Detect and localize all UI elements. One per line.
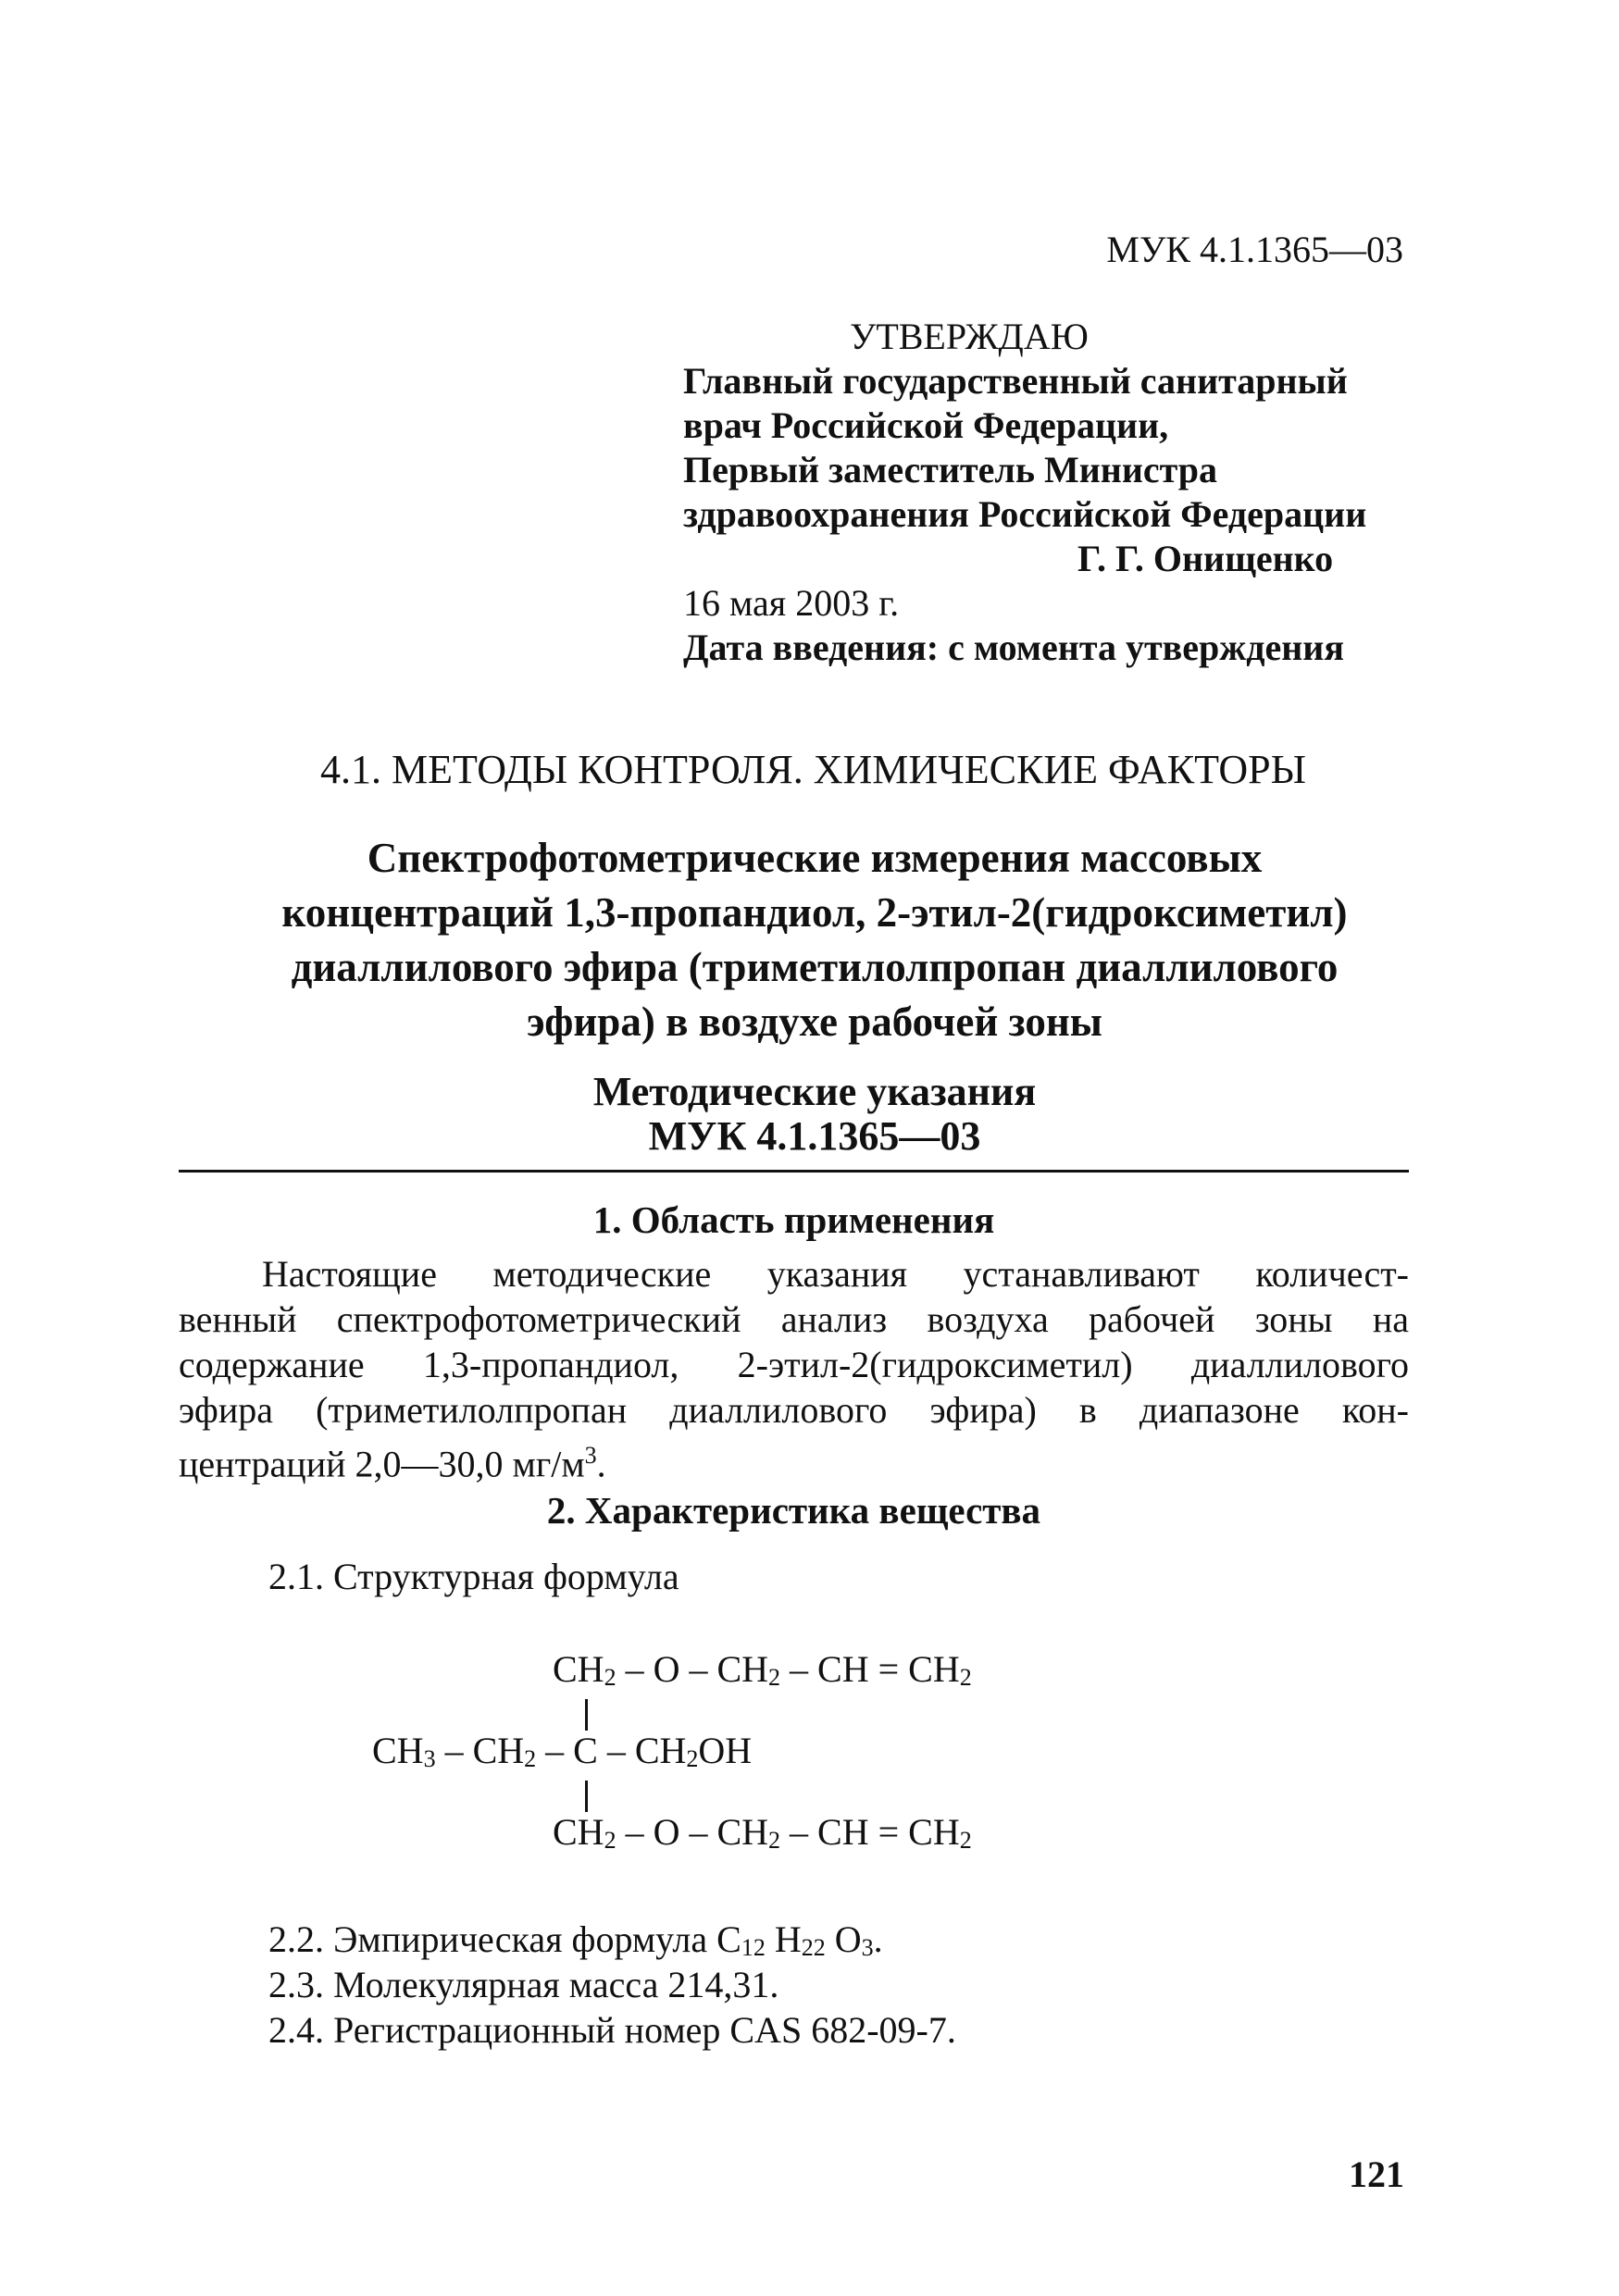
section-1-paragraph [179, 1251, 1409, 1486]
approval-signatory: Г. Г. Онищенко [1077, 538, 1334, 579]
paragraph-line: центраций 2,0—30,0 $мг/м^3$. [179, 1442, 606, 1485]
paragraph-line: эфира (триметилолпропан диаллилового эфира) в диапазоне кон- [179, 1389, 1409, 1431]
paragraph-line: содержание 1,3-пропандиол, 2-этил-2(гидроксиметил) диаллилового [179, 1344, 1409, 1385]
paragraph-line: Настоящие методические указания устанавливают количест- [262, 1253, 1409, 1295]
page-number: 121 [1349, 2153, 1404, 2195]
document-subtitle [167, 1070, 1463, 1159]
title-line: Спектрофотометрические измерения массовых [367, 835, 1263, 881]
approval-line: врач Российской Федерации, [683, 404, 1169, 446]
section-2-heading: 2. Характеристика вещества [546, 1489, 1041, 1532]
document-code: МУК 4.1.1365—03 [1106, 229, 1403, 270]
approval-line: Первый заместитель Министра [683, 449, 1218, 490]
approval-date: 16 мая 2003 г. [683, 582, 900, 624]
subtitle-code: МУК 4.1.1365—03 [648, 1113, 981, 1159]
item-cas-number: 2.4. Регистрационный номер CAS 682-09-7. [268, 2009, 956, 2051]
approval-heading: УТВЕРЖДАЮ [850, 316, 1089, 357]
item-structural-formula: 2.1. Структурная формула [268, 1556, 679, 1597]
section-title: 4.1. МЕТОДЫ КОНТРОЛЯ. ХИМИЧЕСКИЕ ФАКТОРЫ [319, 747, 1307, 792]
subtitle-line: Методические указания [592, 1069, 1037, 1114]
approval-effective-date: Дата введения: с момента утверждения [683, 627, 1344, 668]
title-line: концентраций 1,3-пропандиол, 2-этил-2(гидроксиметил) [281, 889, 1348, 936]
document-title [167, 831, 1463, 1049]
title-line: диаллилового эфира (триметилолпропан диаллилового [291, 944, 1339, 990]
approval-block [683, 315, 1366, 670]
divider-rule [179, 1170, 1409, 1173]
section-1-heading: 1. Область применения [592, 1198, 995, 1241]
formula-top-line: $CH_2$ – O – $CH_2$ – CH = $CH_2$ [553, 1648, 972, 1691]
title-line: эфира) в воздухе рабочей зоны [527, 999, 1102, 1045]
formula-bond-lower [585, 1781, 588, 1812]
formula-middle-line: $CH_3 - CH_2$ – C – $CH_2OH$ [372, 1730, 753, 1772]
formula-bond-upper [585, 1699, 588, 1731]
item-molecular-mass: 2.3. Молекулярная масса 214,31. [268, 1964, 779, 2005]
formula-bottom-line: $CH_2$ – O – $CH_2$ – CH = $CH_2$ [553, 1811, 972, 1854]
approval-line: здравоохранения Российской Федерации [683, 493, 1367, 535]
paragraph-line: венный спектрофотометрический анализ воздуха рабочей зоны на [179, 1298, 1409, 1340]
approval-line: Главный государственный санитарный [683, 360, 1348, 402]
item-empirical-formula: 2.2. Эмпирическая формула $C_{12}$ $H_{22}$ $O_3$. [268, 1918, 883, 1961]
